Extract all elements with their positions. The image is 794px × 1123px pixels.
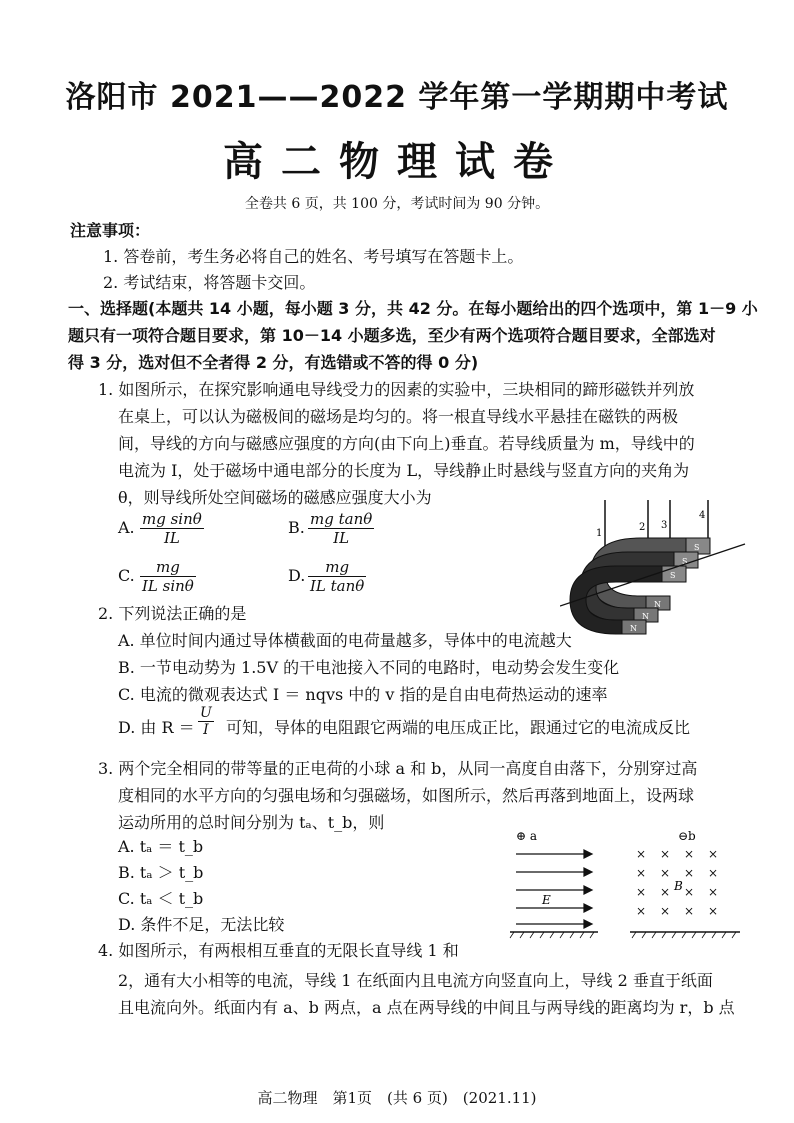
svg-text:×: × — [684, 904, 695, 918]
field-figure — [508, 828, 744, 940]
svg-text:×: × — [708, 847, 719, 861]
pole-label: S — [682, 557, 688, 566]
q4-stem: 2，通有大小相等的电流，导线 1 在纸面内且电流方向竖直向上，导线 2 垂直于纸面 — [118, 971, 713, 990]
svg-text:×: × — [660, 847, 671, 861]
q1-option-a: A. — [118, 518, 135, 537]
q3-option-a: A. tₐ ＝ t_b — [118, 837, 204, 856]
q2-option-b: B. 一节电动势为 1.5V 的干电池接入不同的电路时，电动势会发生变化 — [118, 658, 620, 677]
pole-label: N — [642, 612, 649, 621]
ball-b-label: ⊖b — [678, 829, 696, 843]
svg-text:×: × — [636, 866, 647, 880]
note-item: 1. 答卷前，考生务必将自己的姓名、考号填写在答题卡上。 — [103, 247, 524, 266]
svg-text:×: × — [660, 866, 671, 880]
section-instruction: 题只有一项符合题目要求，第 10－14 小题多选，至少有两个选项符合题目要求，全部选对 — [68, 326, 716, 345]
q1-stem: 电流为 I，处于磁场中通电部分的长度为 L，导线静止时悬线与竖直方向的夹角为 — [118, 461, 690, 480]
q3-stem: 度相同的水平方向的匀强电场和匀强磁场，如图所示，然后再落到地面上，设两球 — [118, 786, 695, 805]
q2-option-d-text: 可知，导体的电阻跟它两端的电压成正比，跟通过它的电流成反比 — [226, 718, 691, 737]
wire-label: 4 — [699, 510, 706, 521]
exam-subtitle: 高二物理试卷 — [223, 139, 571, 185]
q1-option-b: B. — [288, 518, 305, 537]
wire-label: 3 — [661, 520, 668, 531]
q2-stem: 2. 下列说法正确的是 — [98, 604, 247, 623]
q3-stem: 3. 两个完全相同的带等量的正电荷的小球 a 和 b，从同一高度自由落下，分别穿过高 — [98, 759, 698, 778]
q2-option-c: C. 电流的微观表达式 I ＝ nqvs 中的 v 指的是自由电荷热运动的速率 — [118, 685, 608, 704]
q1-option-c: C. — [118, 566, 135, 585]
svg-text:×: × — [660, 885, 671, 899]
svg-text:×: × — [708, 866, 719, 880]
svg-text:×: × — [660, 904, 671, 918]
svg-text:×: × — [636, 904, 647, 918]
q1-stem: θ，则导线所处空间磁场的磁感应强度大小为 — [118, 488, 432, 507]
svg-text:×: × — [684, 847, 695, 861]
ball-a-label: ⊕ a — [516, 829, 538, 843]
pole-label: S — [670, 571, 676, 580]
pole-label: N — [630, 624, 637, 633]
svg-text:×: × — [636, 847, 647, 861]
svg-text:×: × — [684, 885, 695, 899]
q1-option-c-formula: $\frac{mg}{\text{IL sinθ}}$ — [142, 558, 194, 595]
svg-text:×: × — [636, 885, 647, 899]
pole-label: S — [694, 543, 700, 552]
wire-label: 2 — [639, 522, 646, 533]
field-e-label: E — [542, 893, 551, 907]
section-instruction: 一、选择题(本题共 14 小题，每小题 3 分，共 42 分。在每小题给出的四个选项中，第 1－9 小 — [68, 299, 758, 318]
q2-option-d-formula: $\frac{U}{I}$ — [200, 705, 212, 738]
q3-option-d: D. 条件不足，无法比较 — [118, 915, 285, 934]
q2-option-a: A. 单位时间内通过导体横截面的电荷量越多，导体中的电流越大 — [118, 631, 572, 650]
section-instruction: 得 3 分，选对但不全者得 2 分，有选错或不答的得 0 分) — [68, 353, 479, 372]
q1-option-d-formula: $\frac{mg}{\text{IL tanθ}}$ — [310, 558, 365, 595]
pole-label: N — [654, 600, 661, 609]
exam-title: 洛阳市 2021——2022 学年第一学期期中考试 — [65, 80, 729, 115]
q3-option-b: B. tₐ ＞ t_b — [118, 863, 204, 882]
svg-text:×: × — [708, 904, 719, 918]
svg-text:×: × — [684, 866, 695, 880]
q1-option-a-formula: $\frac{\text{mg sinθ}}{IL}$ — [142, 510, 202, 547]
q3-option-c: C. tₐ ＜ t_b — [118, 889, 204, 908]
q1-stem: 1. 如图所示，在探究影响通电导线受力的因素的实验中，三块相同的蹄形磁铁并列放 — [98, 380, 695, 399]
magnet-figure — [560, 498, 750, 643]
q1-option-d: D. — [288, 566, 306, 585]
note-item: 2. 考试结束，将答题卡交回。 — [103, 273, 316, 292]
q1-stem: 在桌上，可以认为磁极间的磁场是均匀的。将一根直导线水平悬挂在磁铁的两极 — [118, 407, 679, 426]
q1-stem: 间，导线的方向与磁感应强度的方向(由下向上)垂直。若导线质量为 m，导线中的 — [118, 434, 695, 453]
page-footer: 高二物理 第1页 (共 6 页) (2021.11) — [257, 1089, 537, 1107]
svg-text:×: × — [708, 885, 719, 899]
q3-stem: 运动所用的总时间分别为 tₐ、t_b，则 — [118, 813, 385, 832]
notes-heading: 注意事项： — [70, 221, 151, 240]
field-b-label: B — [674, 879, 683, 893]
wire-label: 1 — [596, 528, 603, 539]
q1-option-b-formula: $\frac{\text{mg tanθ}}{IL}$ — [310, 510, 373, 547]
q4-stem: 且电流向外。纸面内有 a、b 两点，a 点在两导线的中间且与两导线的距离均为 r，b 点 — [118, 998, 735, 1017]
exam-info: 全卷共 6 页，共 100 分，考试时间为 90 分钟。 — [244, 196, 550, 212]
q4-stem: 4. 如图所示，有两根相互垂直的无限长直导线 1 和 — [98, 941, 459, 960]
q2-option-d: D. 由 R ＝ — [118, 718, 195, 737]
